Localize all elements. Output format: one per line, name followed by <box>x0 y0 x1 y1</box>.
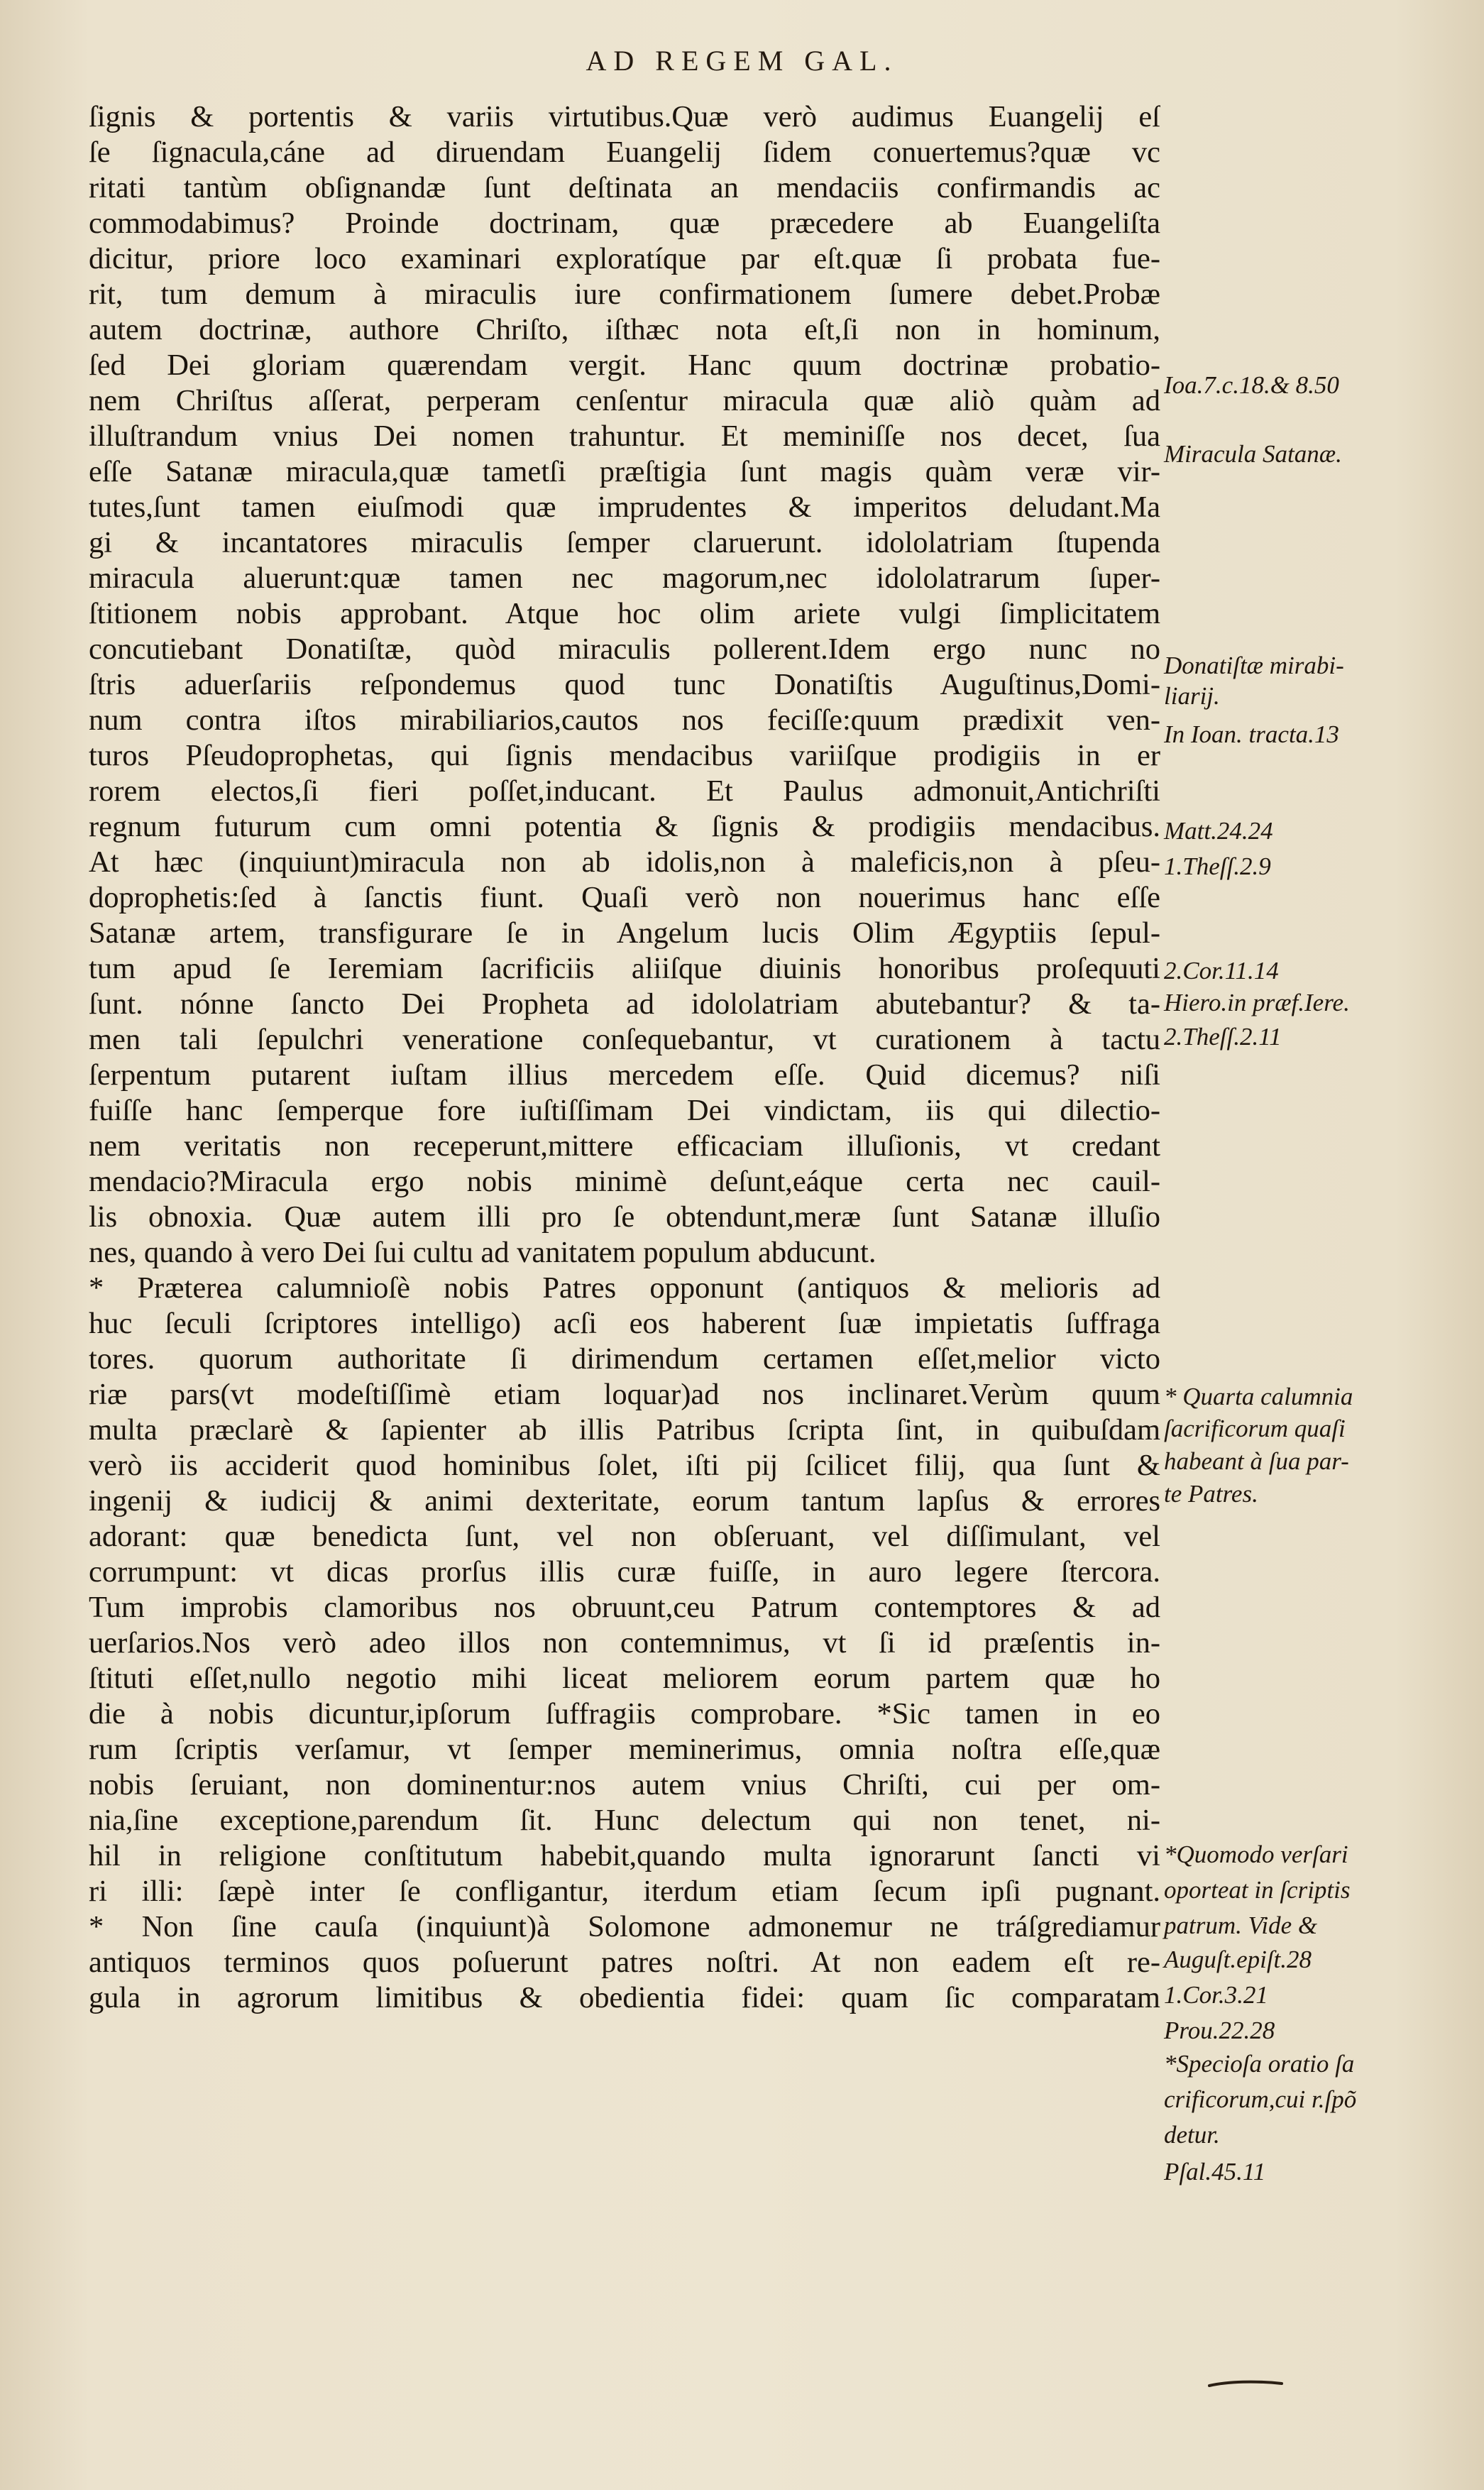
text-line: turos Pſeudoprophetas, qui ſignis mendacibus variiſque prodigiis in er <box>89 739 1160 772</box>
marginal-note: *Quomodo verſari <box>1164 1841 1348 1868</box>
text-line: dicitur, priore loco examinari exploratíque par eſt.quæ ſi probata fue- <box>89 242 1160 275</box>
text-line: At hæc (inquiunt)miracula non ab idolis,non à maleficis,non à pſeu- <box>89 845 1160 879</box>
text-line: commodabimus? Proinde doctrinam, quæ præcedere ab Euangeliſta <box>89 207 1160 240</box>
text-line: concutiebant Donatiſtæ, quòd miraculis pollerent.Idem ergo nunc no <box>89 632 1160 666</box>
text-line: verò iis acciderit quod hominibus ſolet, iſti pij ſcilicet filij, qua ſunt & <box>89 1449 1160 1482</box>
marginal-note: Miracula Satanæ. <box>1164 440 1342 468</box>
marginal-note: Pſal.45.11 <box>1164 2158 1266 2185</box>
text-line: uerſarios.Nos verò adeo illos non contemnimus, vt ſi id præſentis in- <box>89 1626 1160 1660</box>
text-line: illuſtrandum vnius Dei nomen trahuntur. Et meminiſſe nos decet, ſua <box>89 419 1160 453</box>
marginal-note: * Quarta calumnia <box>1164 1383 1353 1410</box>
marginal-note: Hiero.in præf.Iere. <box>1164 989 1350 1016</box>
marginal-note: crificorum,cui r.ſpõ <box>1164 2085 1357 2113</box>
marginal-note: Donatiſtæ mirabi- <box>1164 652 1344 679</box>
text-line: rum ſcriptis verſamur, vt ſemper meminerimus, omnia noſtra eſſe,quæ <box>89 1733 1160 1766</box>
marginal-note: 1.Theſſ.2.9 <box>1164 852 1271 880</box>
text-line: die à nobis dicuntur,ipſorum ſuffragiis comprobare. *Sic tamen in eo <box>89 1697 1160 1731</box>
text-line: corrumpunt: vt dicas prorſus illis curæ fuiſſe, in auro legere ſtercora. <box>89 1555 1160 1589</box>
text-line: riæ pars(vt modeſtiſſimè etiam loquar)ad nos inclinaret.Verùm quum <box>89 1378 1160 1411</box>
text-line: men tali ſepulchri veneratione conſequebantur, vt curationem à tactu <box>89 1023 1160 1056</box>
text-line: * Non ſine cauſa (inquiunt)à Solomone admonemur ne tráſgrediamur <box>89 1910 1160 1943</box>
text-line: ſtris aduerſariis reſpondemus quod tunc Donatiſtis Auguſtinus,Domi- <box>89 668 1160 701</box>
text-line: nem veritatis non receperunt,mittere efficaciam illuſionis, vt credant <box>89 1129 1160 1163</box>
running-header: AD REGEM GAL. <box>586 45 898 77</box>
marginal-note: Matt.24.24 <box>1164 817 1273 845</box>
text-line: nia,ſine exceptione,parendum ſit. Hunc delectum qui non tenet, ni- <box>89 1804 1160 1837</box>
text-line: ſtitionem nobis approbant. Atque hoc olim ariete vulgi ſimplicitatem <box>89 597 1160 630</box>
text-line: doprophetis:ſed à ſanctis fiunt. Quaſi verò non nouerimus hanc eſſe <box>89 881 1160 914</box>
text-line <box>89 2016 1160 2051</box>
text-line: ſerpentum putarent iuſtam illius mercedem eſſe. Quid dicemus? niſi <box>89 1058 1160 1092</box>
text-line: lis obnoxia. Quæ autem illi pro ſe obtendunt,meræ ſunt Satanæ illuſio <box>89 1200 1160 1234</box>
text-line: Tum improbis clamoribus nos obruunt,ceu Patrum contemptores & ad <box>89 1591 1160 1624</box>
marginal-note: patrum. Vide & <box>1164 1912 1318 1939</box>
text-line: ſunt. nónne ſancto Dei Propheta ad idololatriam abutebantur? & ta- <box>89 987 1160 1021</box>
text-line: ſignis & portentis & variis virtutibus.Quæ verò audimus Euangelij eſ <box>89 100 1160 133</box>
text-line: nem Chriſtus aſſerat, perperam cenſentur miracula quæ aliò quàm ad <box>89 384 1160 417</box>
text-line: miracula aluerunt:quæ tamen nec magorum,nec idololatrarum ſuper- <box>89 561 1160 595</box>
text-line: ſtituti eſſet,nullo negotio mihi liceat meliorem eorum partem quæ ho <box>89 1662 1160 1695</box>
main-text-block <box>89 99 1160 2051</box>
text-line: gula in agrorum limitibus & obedientia fidei: quam ſic comparatam <box>89 1981 1160 2014</box>
text-line: hil in religione conſtitutum habebit,quando multa ignorarunt ſancti vi <box>89 1839 1160 1872</box>
marginal-note: habeant à ſua par- <box>1164 1447 1349 1475</box>
text-line: Satanæ artem, transfigurare ſe in Angelum lucis Olim Ægyptiis ſepul- <box>89 916 1160 950</box>
marginal-note: liarij. <box>1164 682 1220 710</box>
text-line: nes, quando à vero Dei ſui cultu ad vanitatem populum abducunt. <box>89 1236 876 1269</box>
text-line: mendacio?Miracula ergo nobis minimè deſunt,eáque certa nec cauil- <box>89 1165 1160 1198</box>
marginal-note: Auguſt.epiſt.28 <box>1164 1946 1312 1973</box>
marginal-note: te Patres. <box>1164 1480 1258 1508</box>
text-line: nobis ſeruiant, non dominentur:nos autem vnius Chriſti, cui per om- <box>89 1768 1160 1801</box>
text-line: tutes,ſunt tamen eiuſmodi quæ imprudentes & imperitos deludant.Ma <box>89 490 1160 524</box>
text-line: tores. quorum authoritate ſi dirimendum certamen eſſet,melior victo <box>89 1342 1160 1376</box>
text-line: antiquos terminos quos poſuerunt patres noſtri. At non eadem eſt re- <box>89 1946 1160 1979</box>
text-line: rorem electos,ſi fieri poſſet,inducant. Et Paulus admonuit,Antichriſti <box>89 774 1160 808</box>
text-line: num contra iſtos mirabiliarios,cautos nos feciſſe:quum prædixit ven- <box>89 703 1160 737</box>
text-line: fuiſſe hanc ſemperque fore iuſtiſſimam Dei vindictam, iis qui dilectio- <box>89 1094 1160 1127</box>
marginal-note: In Ioan. tracta.13 <box>1164 720 1339 748</box>
marginal-note: Prou.22.28 <box>1164 2017 1275 2044</box>
text-line: adorant: quæ benedicta ſunt, vel non obſeruant, vel diſſimulant, vel <box>89 1520 1160 1553</box>
text-line: ſed Dei gloriam quærendam vergit. Hanc quum doctrinæ probatio- <box>89 349 1160 382</box>
marginal-note: *Specioſa oratio ſa <box>1164 2050 1355 2078</box>
text-line: gi & incantatores miraculis ſemper claruerunt. idololatriam ſtupenda <box>89 526 1160 559</box>
text-line: ri illi: ſæpè inter ſe confligantur, iterdum etiam ſecum ipſi pugnant. <box>89 1875 1160 1908</box>
marginal-note: 2.Theſſ.2.11 <box>1164 1023 1282 1051</box>
text-line: rit, tum demum à miraculis iure confirmationem ſumere debet.Probæ <box>89 278 1160 311</box>
text-line: autem doctrinæ, authore Chriſto, iſthæc nota eſt,ſi non in hominum, <box>89 313 1160 346</box>
marginal-note: 1.Cor.3.21 <box>1164 1981 1268 2009</box>
marginal-note: oporteat in ſcriptis <box>1164 1876 1351 1904</box>
marginal-note: ſacrificorum quaſi <box>1164 1415 1346 1442</box>
text-line: ingenij & iudicij & animi dexteritate, eorum tantum lapſus & errores <box>89 1484 1160 1518</box>
text-line: regnum futurum cum omni potentia & ſignis & prodigiis mendacibus. <box>89 810 1160 843</box>
text-line: tum apud ſe Ieremiam ſacrificiis aliiſque diuinis honoribus proſequuti <box>89 952 1160 985</box>
marginal-note: detur. <box>1164 2121 1220 2149</box>
text-line: * Præterea calumnioſè nobis Patres opponunt (antiquos & melioris ad <box>89 1271 1160 1305</box>
text-line: eſſe Satanæ miracula,quæ tametſi præſtigia ſunt magis quàm veræ vir- <box>89 455 1160 488</box>
marginal-note: Ioa.7.c.18.& 8.50 <box>1164 371 1339 399</box>
text-line: huc ſeculi ſcriptores intelligo) acſi eos haberent ſuæ impietatis ſuffraga <box>89 1307 1160 1340</box>
marginal-note: 2.Cor.11.14 <box>1164 957 1279 985</box>
text-line: multa præclarè & ſapienter ab illis Patribus ſcripta ſint, in quibuſdam <box>89 1413 1160 1447</box>
text-line: ritati tantùm obſignandæ ſunt deſtinata an mendaciis confirmandis ac <box>89 171 1160 204</box>
text-line: ſe ſignacula,cáne ad diruendam Euangelij ſidem conuertemus?quæ vc <box>89 136 1160 169</box>
ink-stroke-mark <box>1207 2379 1285 2389</box>
